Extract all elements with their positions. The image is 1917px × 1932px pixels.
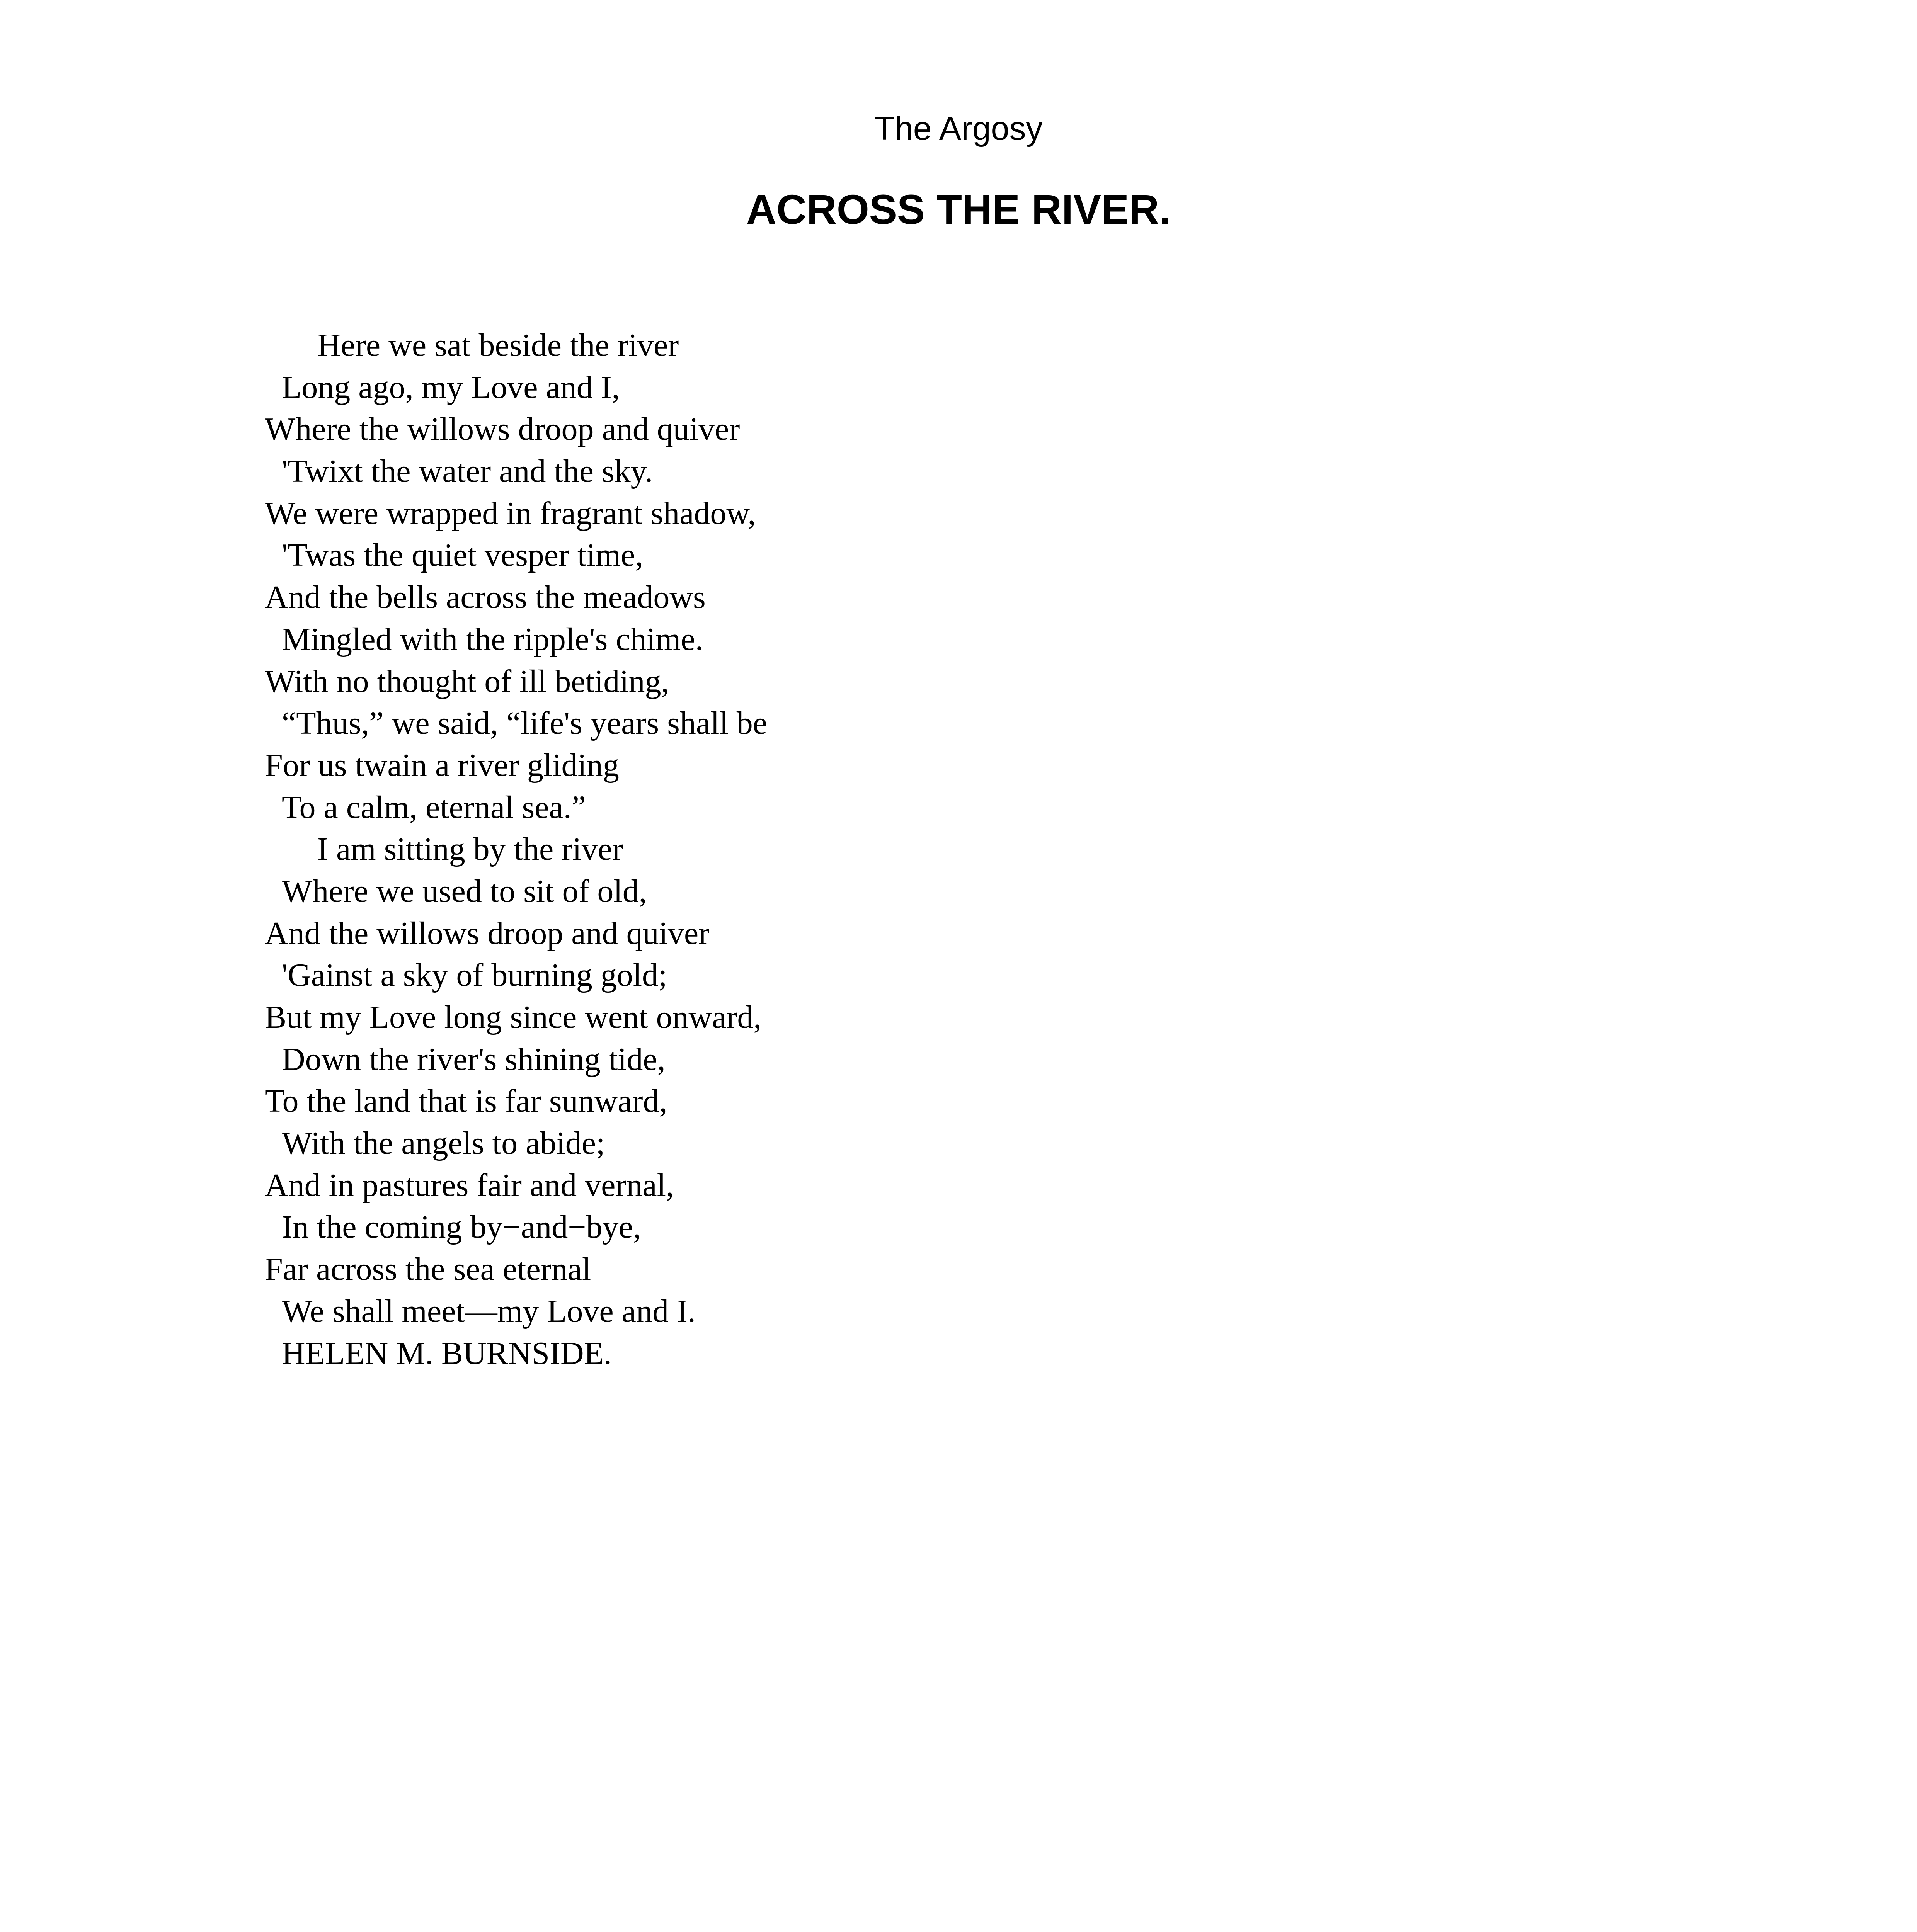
poem-line: Down the river's shining tide,: [282, 1041, 666, 1077]
poem-line: Where the willows droop and quiver: [265, 411, 740, 447]
poem-line: Here we sat beside the river: [317, 327, 679, 363]
poem-line: But my Love long since went onward,: [265, 999, 762, 1035]
poem-line: Far across the sea eternal: [265, 1251, 591, 1287]
poem-line: With the angels to abide;: [282, 1125, 605, 1162]
poem-line: And in pastures fair and vernal,: [265, 1167, 674, 1203]
poem-line: Mingled with the ripple's chime.: [282, 621, 703, 657]
poem-line: With no thought of ill betiding,: [265, 663, 669, 699]
poem-line: We were wrapped in fragrant shadow,: [265, 495, 756, 531]
poem-line: To the land that is far sunward,: [265, 1083, 667, 1119]
poem-line: In the coming by−and−bye,: [282, 1209, 641, 1245]
poem-line: HELEN M. BURNSIDE.: [282, 1335, 612, 1371]
poem-line: For us twain a river gliding: [265, 747, 619, 783]
poem-line: 'Twixt the water and the sky.: [282, 453, 653, 490]
poem-line: 'Twas the quiet vesper time,: [282, 537, 644, 573]
poem-line: “Thus,” we said, “life's years shall be: [282, 705, 768, 742]
running-head: The Argosy: [874, 110, 1043, 147]
poem-line: Where we used to sit of old,: [282, 873, 647, 909]
poem-line: And the bells across the meadows: [265, 579, 706, 616]
poem-line: To a calm, eternal sea.”: [282, 789, 586, 825]
poem-line: We shall meet—my Love and I.: [282, 1293, 696, 1329]
poem-line: And the willows droop and quiver: [265, 915, 710, 951]
poem-line: 'Gainst a sky of burning gold;: [282, 957, 667, 993]
poem-line: Long ago, my Love and I,: [282, 369, 620, 405]
poem-line: I am sitting by the river: [317, 831, 623, 867]
poem-body: [265, 325, 767, 1374]
poem-title: ACROSS THE RIVER.: [746, 186, 1171, 233]
